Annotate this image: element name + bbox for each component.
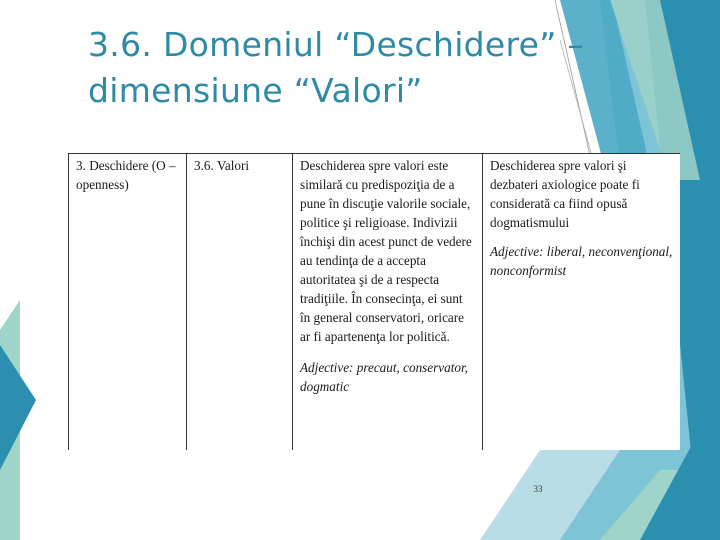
content-table bbox=[68, 153, 680, 450]
page-number: 33 bbox=[533, 484, 543, 494]
table-row bbox=[69, 154, 681, 451]
adjectives-open: Adjective: liberal, neconvenţional, nonconformist bbox=[490, 244, 673, 278]
description-closed-text: Deschiderea spre valori este similară cu predispoziţia de a pune în discuţie valorile sociale, politice şi religioase. Indivizii închişi din acest punct de vedere au tendinţa de a accepta autoritatea şi de a respecta tradiţiile. În consecinţa, ei sunt în general conservatori, oricare ar fi apartenenţa lor politică. bbox=[300, 158, 472, 344]
dimension-label: 3.6. Valori bbox=[194, 158, 250, 173]
cell-domain bbox=[69, 154, 187, 451]
slide-title: 3.6. Domeniul “Deschidere” – dimensiune “Valori” bbox=[88, 25, 585, 110]
content-table-wrapper bbox=[68, 153, 680, 450]
cell-description-open bbox=[483, 154, 681, 451]
description-open-text: Deschiderea spre valori şi dezbateri axiologice poate fi considerată ca fiind opusă dogmatismului bbox=[490, 158, 640, 230]
cell-dimension bbox=[187, 154, 293, 451]
cell-description-closed bbox=[293, 154, 483, 451]
domain-label: 3. Deschidere (O – openness) bbox=[76, 158, 176, 192]
adjectives-closed: Adjective: precaut, conservator, dogmatic bbox=[300, 360, 468, 394]
